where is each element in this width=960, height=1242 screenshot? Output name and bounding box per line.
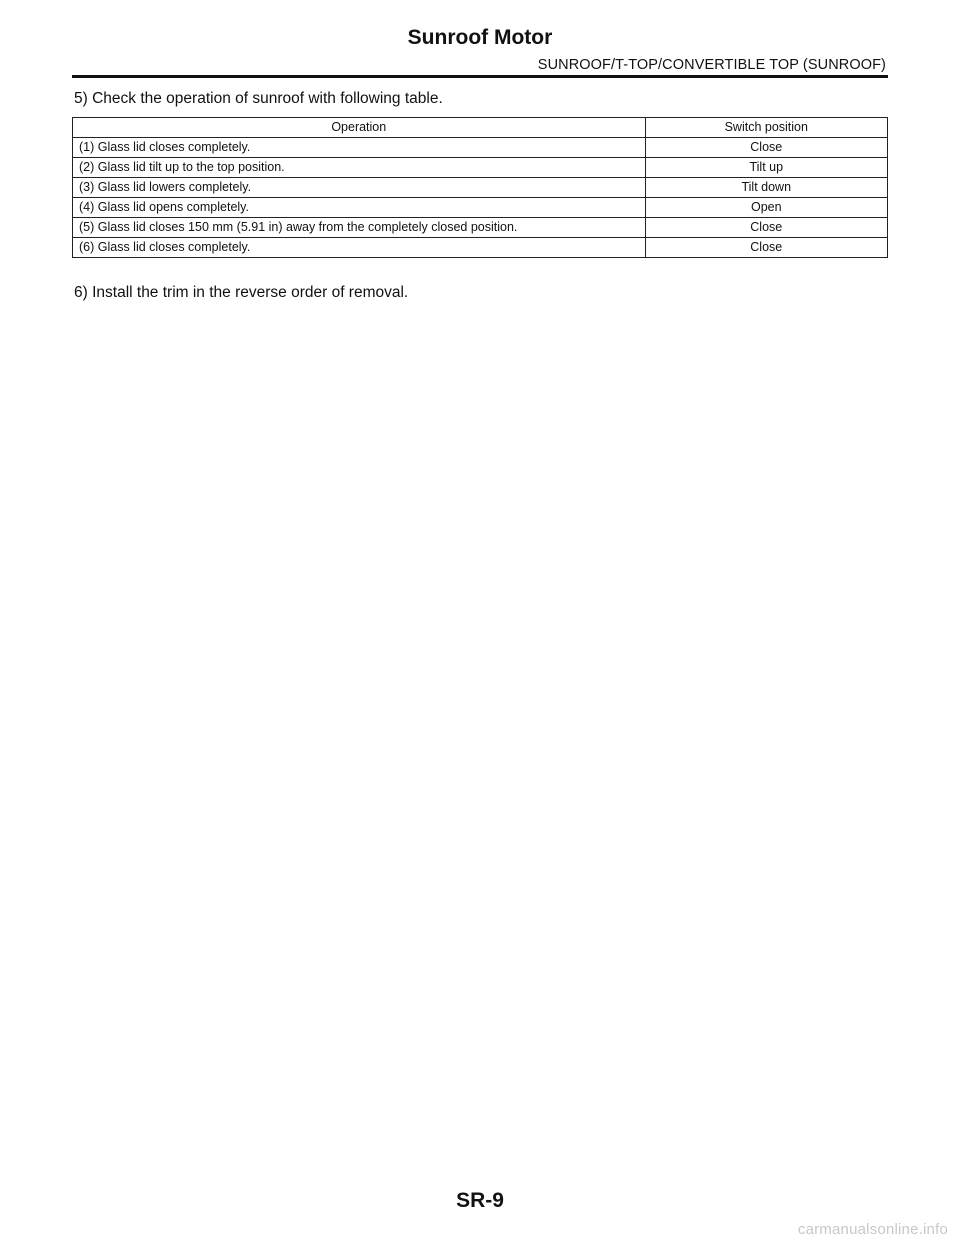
table-row bbox=[73, 158, 888, 178]
switch-position-cell: Close bbox=[645, 138, 887, 158]
header-operation: Operation bbox=[73, 118, 646, 138]
operation-table bbox=[72, 117, 888, 258]
page-number: SR-9 bbox=[456, 1189, 504, 1212]
operation-cell: (4) Glass lid opens completely. bbox=[73, 198, 646, 218]
table-header-row bbox=[73, 118, 888, 138]
step-6-text: 6) Install the trim in the reverse order of removal. bbox=[74, 284, 409, 301]
switch-position-cell: Tilt up bbox=[645, 158, 887, 178]
header-rule bbox=[72, 75, 888, 78]
operation-cell: (1) Glass lid closes completely. bbox=[73, 138, 646, 158]
table-row bbox=[73, 218, 888, 238]
table-row bbox=[73, 198, 888, 218]
switch-position-cell: Close bbox=[645, 218, 887, 238]
operation-cell: (2) Glass lid tilt up to the top position. bbox=[73, 158, 646, 178]
section-title: SUNROOF/T-TOP/CONVERTIBLE TOP (SUNROOF) bbox=[537, 57, 886, 73]
table-row bbox=[73, 238, 888, 258]
table-row bbox=[73, 138, 888, 158]
operation-cell: (3) Glass lid lowers completely. bbox=[73, 178, 646, 198]
operation-cell: (6) Glass lid closes completely. bbox=[73, 238, 646, 258]
table-row bbox=[73, 178, 888, 198]
header-switch-position: Switch position bbox=[645, 118, 887, 138]
watermark-link[interactable]: carmanualsonline.info bbox=[797, 1221, 948, 1238]
page-title: Sunroof Motor bbox=[407, 26, 553, 49]
operation-cell: (5) Glass lid closes 150 mm (5.91 in) away from the completely closed position. bbox=[73, 218, 646, 238]
switch-position-cell: Open bbox=[645, 198, 887, 218]
step-5-text: 5) Check the operation of sunroof with following table. bbox=[74, 90, 443, 107]
switch-position-cell: Close bbox=[645, 238, 887, 258]
switch-position-cell: Tilt down bbox=[645, 178, 887, 198]
